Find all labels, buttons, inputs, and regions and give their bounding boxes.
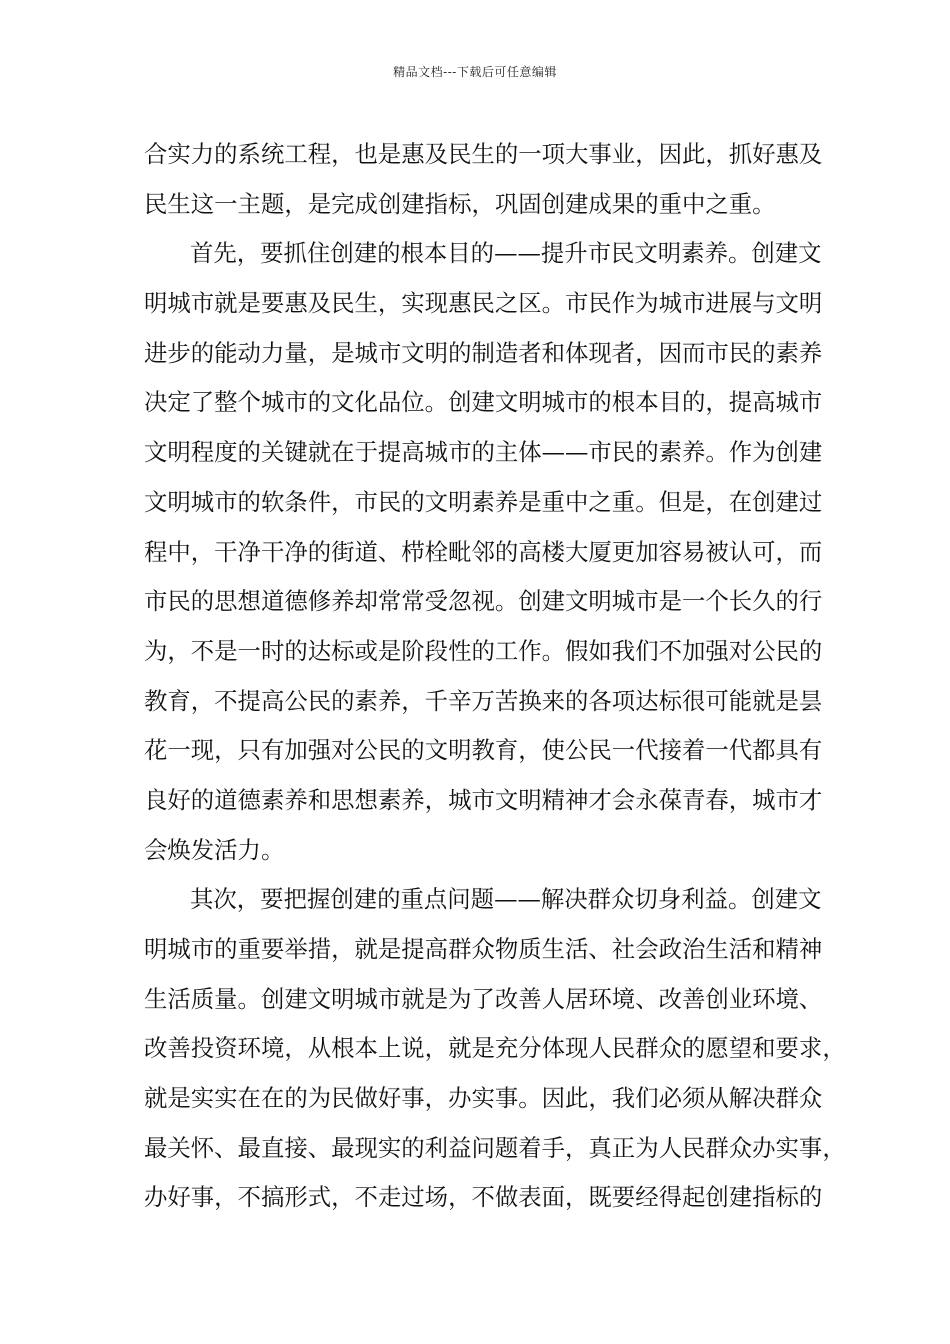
text-line: 合实力的系统工程，也是惠及民生的一项大事业，因此，抓好惠及 (144, 140, 823, 168)
text-line: 最关怀、最直接、最现实的利益问题着手，真正为人民群众办实事， (144, 1133, 846, 1162)
text-line: 为，不是一时的达标或是阶段性的工作。假如我们不加强对公民的 (144, 636, 823, 665)
text-line: 改善投资环境，从根本上说，就是充分体现人民群众的愿望和要求， (144, 1034, 846, 1063)
text-line: 会焕发活力。 (144, 835, 285, 864)
text-line: 市民的思想道德修养却常常受忽视。创建文明城市是一个长久的行 (144, 587, 823, 616)
text-line: 明城市就是要惠及民生，实现惠民之区。市民作为城市进展与文明 (144, 289, 823, 318)
document-body (144, 130, 846, 1223)
text-line: 生活质量。创建文明城市就是为了改善人居环境、改善创业环境、 (144, 984, 823, 1013)
text-line: 程中，干净干净的街道、栉栓毗邻的高楼大厦更加容易被认可，而 (144, 537, 823, 566)
text-line: 民生这一主题，是完成创建指标，巩固创建成果的重中之重。 (144, 189, 776, 218)
text-line: 花一现，只有加强对公民的文明教育，使公民一代接着一代都具有 (144, 736, 823, 765)
text-line: 明城市的重要举措，就是提高群众物质生活、社会政治生活和精神 (144, 935, 823, 963)
text-line: 进步的能动力量，是城市文明的制造者和体现者，因而市民的素养 (144, 338, 823, 367)
text-line: 教育，不提高公民的素养，千辛万苦换来的各项达标很可能就是昙 (144, 686, 823, 715)
text-line: 就是实实在在的为民做好事，办实事。因此，我们必须从解决群众 (144, 1084, 823, 1113)
text-line: 良好的道德素养和思想素养，城市文明精神才会永葆青春，城市才 (144, 785, 823, 814)
paragraph-first-line: 首先，要抓住创建的根本目的——提升市民文明素养。创建文 (190, 239, 822, 268)
text-line: 文明城市的软条件，市民的文明素养是重中之重。但是，在创建过 (144, 487, 823, 516)
text-line: 决定了整个城市的文化品位。创建文明城市的根本目的，提高城市 (144, 388, 823, 417)
page-header: 精品文档---下载后可任意编辑 (393, 65, 557, 79)
paragraph-first-line: 其次，要把握创建的重点问题——解决群众切身利益。创建文 (190, 885, 822, 914)
text-line: 文明程度的关键就在于提高城市的主体——市民的素养。作为创建 (144, 438, 823, 467)
text-line: 办好事，不搞形式，不走过场，不做表面，既要经得起创建指标的 (144, 1183, 823, 1212)
